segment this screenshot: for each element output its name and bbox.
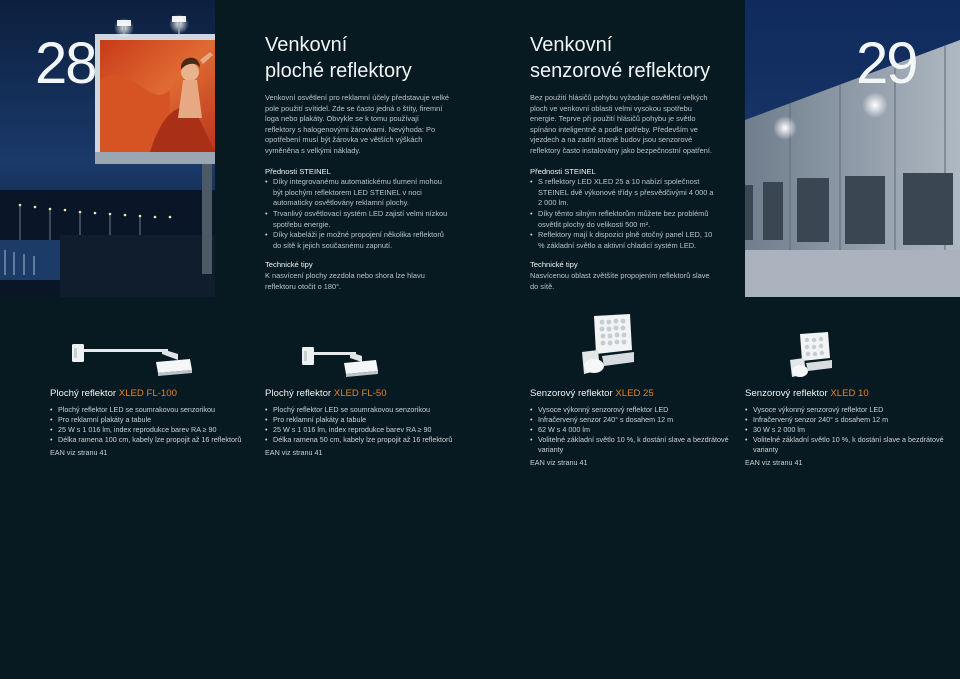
tips-paragraph: K nasvícení plochy zezdola nebo shora lze hlavu reflektoru otočit o 180°. xyxy=(265,270,425,291)
product-ean: EAN viz stranu 41 xyxy=(50,447,108,457)
product-feature-list xyxy=(50,405,255,445)
product-ean: EAN viz stranu 41 xyxy=(265,447,323,457)
product-image-xled10 xyxy=(788,330,836,380)
product-card-fl50 xyxy=(265,388,470,457)
page-title-line1: Venkovní xyxy=(530,34,613,56)
tips-paragraph: Nasvícenou oblast zvětšíte propojením reflektorů slave do sítě. xyxy=(530,270,710,291)
product-feature-list xyxy=(530,405,735,455)
page-number: 29 xyxy=(856,31,917,96)
product-feature: • Délka ramena 50 cm, kabely lze propojit až 16 reflektorů xyxy=(265,435,470,445)
advantage-item: • Díky těmto silným reflektorům můžete bez problémů osvětlit plochy do velikosti 500 m². xyxy=(530,209,715,230)
product-feature: • 30 W s 2 000 lm xyxy=(745,425,950,435)
right-page xyxy=(480,0,960,679)
product-model: XLED FL-100 xyxy=(118,388,177,399)
product-ean: EAN viz stranu 41 xyxy=(530,457,588,467)
advantage-item: • Trvanlivý osvětlovací systém LED zajistí velmi nízkou spotřebu energie. xyxy=(265,209,450,230)
product-card-fl100 xyxy=(50,388,255,457)
product-feature: • Infračervený senzor 240° s dosahem 12 m xyxy=(530,415,735,425)
page-title-line1: Venkovní xyxy=(265,34,348,56)
product-model: XLED 10 xyxy=(830,388,869,399)
page-title-line2: ploché reflektory xyxy=(265,60,412,82)
advantages-list xyxy=(530,177,715,251)
advantage-item: • Reflektory mají k dispozici plně otočný panel LED, 10 % základní světlo a aktivní chladicí systém LED. xyxy=(530,230,715,251)
product-feature: • Pro reklamní plakáty a tabule xyxy=(50,415,255,425)
tips-heading: Technické tipy xyxy=(265,260,313,270)
product-feature-list xyxy=(265,405,470,445)
product-title-prefix: Senzorový reflektor xyxy=(530,388,616,399)
product-feature: • Vysoce výkonný senzorový reflektor LED xyxy=(745,405,950,415)
page-title xyxy=(530,32,710,84)
product-feature: • Délka ramena 100 cm, kabely lze propojit až 16 reflektorů xyxy=(50,435,255,445)
product-ean: EAN viz stranu 41 xyxy=(745,457,803,467)
product-card-xled10 xyxy=(745,388,950,467)
product-title-prefix: Plochý reflektor xyxy=(265,388,334,399)
page-title xyxy=(265,32,412,84)
product-feature: • Plochý reflektor LED se soumrakovou senzorikou xyxy=(265,405,470,415)
intro-text-block xyxy=(530,93,715,292)
product-title-prefix: Plochý reflektor xyxy=(50,388,119,399)
advantage-item: • Díky kabeláži je možné propojení několika reflektorů do sítě k jejich současnému zapnutí. xyxy=(265,230,450,251)
product-title-prefix: Senzorový reflektor xyxy=(745,388,831,399)
tips-heading: Technické tipy xyxy=(530,260,578,270)
product-feature-list xyxy=(745,405,950,455)
product-feature: • Plochý reflektor LED se soumrakovou senzorikou xyxy=(50,405,255,415)
advantage-item: • Díky integrovanému automatickému tlumení mohou být plochým reflektorem LED STEINEL v noci automaticky osvětlovány reklamní plochy. xyxy=(265,177,450,209)
product-feature: • 62 W s 4 000 lm xyxy=(530,425,735,435)
billboard-photo xyxy=(0,0,215,297)
page-number: 28 xyxy=(35,31,96,96)
product-feature: • 25 W s 1 016 lm, index reprodukce barev RA ≥ 90 xyxy=(265,425,470,435)
product-feature: • Volitelné základní světlo 10 %, k dostání slave a bezdrátové varianty xyxy=(530,435,735,455)
product-title xyxy=(265,388,470,399)
product-title xyxy=(530,388,735,399)
product-model: XLED FL-50 xyxy=(333,388,387,399)
product-title xyxy=(50,388,255,399)
product-feature: • Infračervený senzor 240° s dosahem 12 m xyxy=(745,415,950,425)
warehouse-photo xyxy=(745,0,960,297)
product-image-fl100 xyxy=(70,340,195,380)
product-feature: • Pro reklamní plakáty a tabule xyxy=(265,415,470,425)
advantages-heading: Přednosti STEINEL xyxy=(530,166,596,176)
product-image-fl50 xyxy=(300,345,380,380)
product-feature: • Volitelné základní světlo 10 %, k dostání slave a bezdrátové varianty xyxy=(745,435,950,455)
product-feature: • Vysoce výkonný senzorový reflektor LED xyxy=(530,405,735,415)
product-model: XLED 25 xyxy=(615,388,654,399)
advantages-list xyxy=(265,177,450,251)
advantage-item: • S reflektory LED XLED 25 a 10 nabízí společnost STEINEL dvě výkonové třídy s přesvědčivými 4 000 a 2 000 lm. xyxy=(530,177,715,209)
product-card-xled25 xyxy=(530,388,735,467)
product-feature: • 25 W s 1 016 lm, index reprodukce barev RA ≥ 90 xyxy=(50,425,255,435)
advantages-heading: Přednosti STEINEL xyxy=(265,166,331,176)
intro-paragraph: Venkovní osvětlení pro reklamní účely představuje velké pole použití svítidel. Zde se často jedná o štíty, firemní loga nebo plakáty. Obvykle se k tomu používají reflektory s halogenovými žárovkami. Nevýhoda: Po opotřebení musí být žárovka ve větších výškách vyměněna s velkými náklady. xyxy=(265,93,450,155)
page-title-line2: senzorové reflektory xyxy=(530,60,711,82)
product-title xyxy=(745,388,950,399)
product-image-xled25 xyxy=(578,312,638,378)
intro-paragraph: Bez použití hlásičů pohybu vyžaduje osvětlení velkých ploch ve venkovní oblasti velmi vysokou spotřebu energie. Teprve při použití hlásičů pohybu je světlo spínáno inteligentně a podle potřeby. Především ve vjezdech a na zadní straně budov jsou senzorové reflektory často instalovány jako bezpečnostní opatření. xyxy=(530,93,712,155)
intro-text-block xyxy=(265,93,450,292)
